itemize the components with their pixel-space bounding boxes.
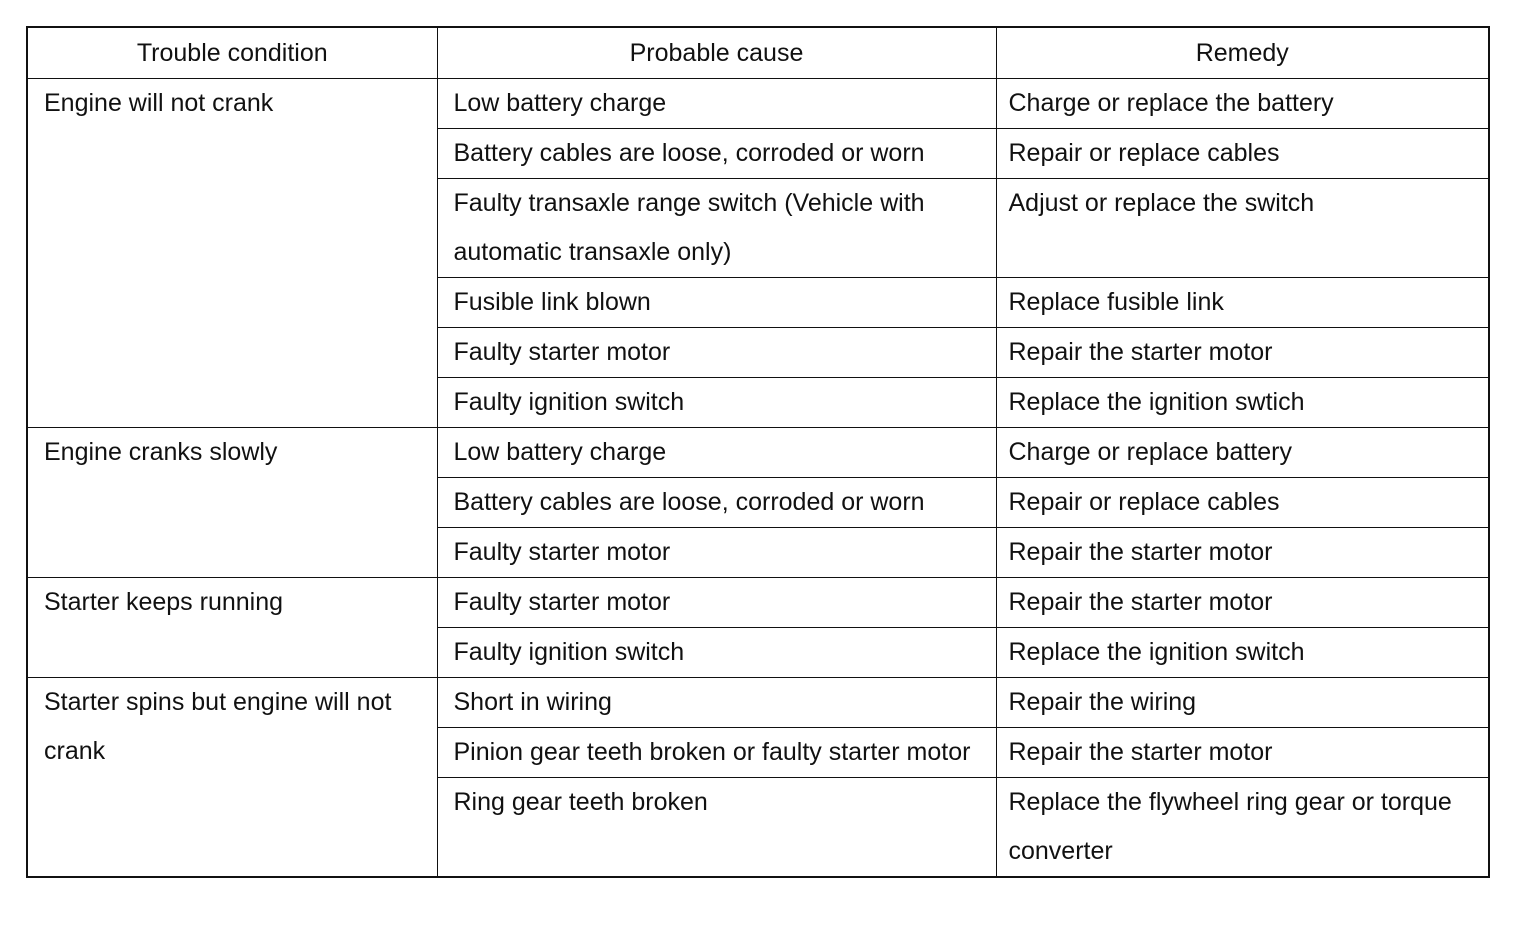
remedy-cell: Replace the ignition swtich (996, 378, 1489, 428)
remedy-cell: Replace the flywheel ring gear or torque converter (996, 778, 1489, 878)
troubleshooting-table (26, 26, 1490, 878)
condition-cell: Engine cranks slowly (27, 428, 437, 578)
remedy-cell: Repair the wiring (996, 678, 1489, 728)
cause-cell: Faulty ignition switch (437, 628, 996, 678)
cause-cell: Low battery charge (437, 428, 996, 478)
table-row (27, 678, 1489, 728)
condition-cell: Starter spins but engine will not crank (27, 678, 437, 878)
cause-cell: Fusible link blown (437, 278, 996, 328)
remedy-cell: Adjust or replace the switch (996, 179, 1489, 278)
cause-cell: Faulty starter motor (437, 578, 996, 628)
table-row (27, 578, 1489, 628)
cause-cell: Faulty ignition switch (437, 378, 996, 428)
cause-cell: Faulty starter motor (437, 328, 996, 378)
table-row (27, 428, 1489, 478)
cause-cell: Pinion gear teeth broken or faulty starter motor (437, 728, 996, 778)
remedy-cell: Repair or replace cables (996, 129, 1489, 179)
remedy-cell: Charge or replace battery (996, 428, 1489, 478)
remedy-cell: Repair or replace cables (996, 478, 1489, 528)
header-trouble-condition: Trouble condition (27, 27, 437, 79)
cause-cell: Short in wiring (437, 678, 996, 728)
remedy-cell: Repair the starter motor (996, 728, 1489, 778)
remedy-cell: Repair the starter motor (996, 528, 1489, 578)
remedy-cell: Replace the ignition switch (996, 628, 1489, 678)
remedy-cell: Repair the starter motor (996, 328, 1489, 378)
condition-cell: Engine will not crank (27, 79, 437, 428)
header-row (27, 27, 1489, 79)
remedy-cell: Repair the starter motor (996, 578, 1489, 628)
cause-cell: Low battery charge (437, 79, 996, 129)
cause-cell: Battery cables are loose, corroded or worn (437, 129, 996, 179)
remedy-cell: Replace fusible link (996, 278, 1489, 328)
header-probable-cause: Probable cause (437, 27, 996, 79)
cause-cell: Ring gear teeth broken (437, 778, 996, 878)
remedy-cell: Charge or replace the battery (996, 79, 1489, 129)
cause-cell: Battery cables are loose, corroded or worn (437, 478, 996, 528)
condition-cell: Starter keeps running (27, 578, 437, 678)
table-row (27, 79, 1489, 129)
cause-cell: Faulty transaxle range switch (Vehicle with automatic transaxle only) (437, 179, 996, 278)
cause-cell: Faulty starter motor (437, 528, 996, 578)
header-remedy: Remedy (996, 27, 1489, 79)
